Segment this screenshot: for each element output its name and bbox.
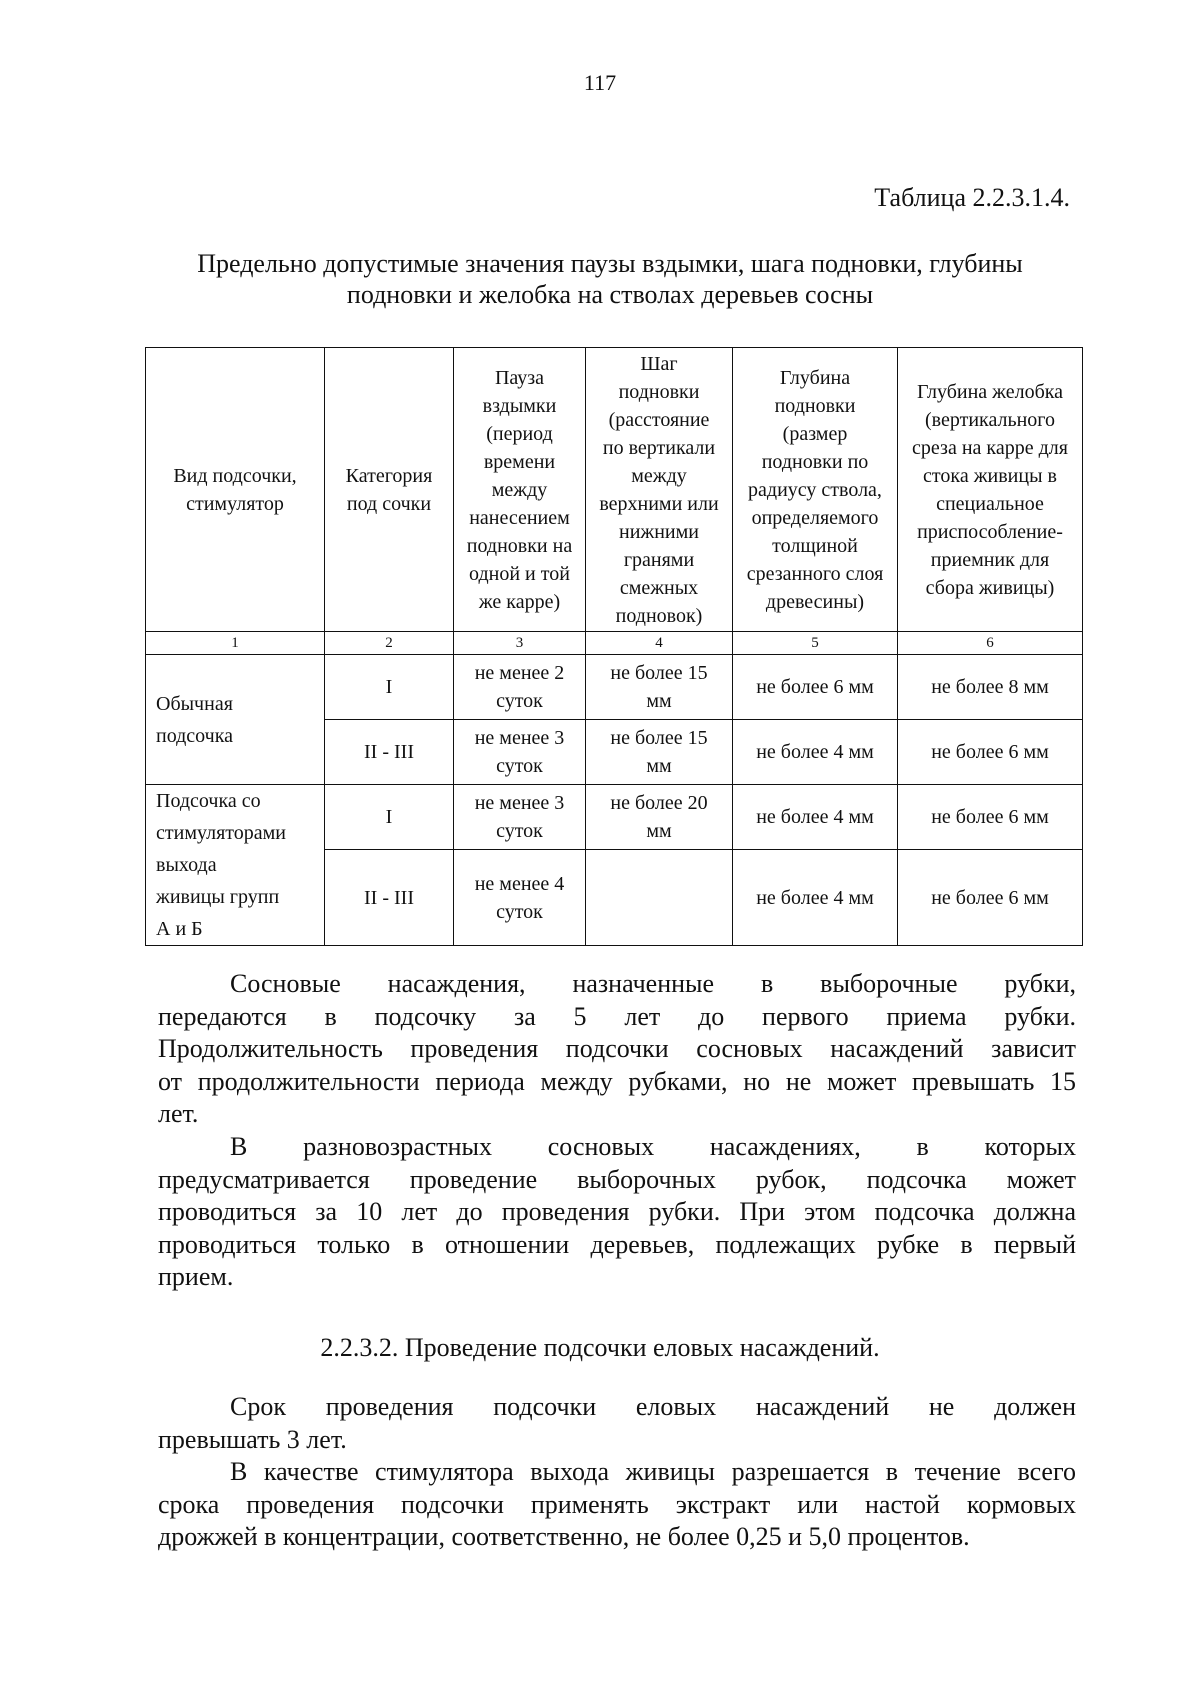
pause-cell: не менее 3 суток [454, 785, 586, 850]
paragraph-line: дрожжей в концентрации, соответственно, не более 0,25 и 5,0 процентов. [158, 1522, 970, 1551]
category-cell: II - III [325, 720, 454, 785]
step-cell [586, 850, 733, 946]
section-heading: 2.2.3.2. Проведение подсочки еловых насаждений. [320, 1333, 880, 1362]
paragraph-line: В качестве стимулятора выхода живицы разрешается в течение всего [230, 1457, 1076, 1486]
table-row [146, 785, 1083, 850]
category-cell: I [325, 785, 454, 850]
groove-cell: не более 6 мм [898, 785, 1083, 850]
column-number: 5 [733, 632, 898, 655]
step-cell: не более 15 мм [586, 655, 733, 720]
category-cell: II - III [325, 850, 454, 946]
header-cell: Глубина подновки (размер подновки по радиусу ствола, определяемого толщиной срезанного слоя древесины) [733, 348, 898, 632]
depth-cell: не более 6 мм [733, 655, 898, 720]
page-number: 117 [583, 70, 617, 95]
depth-cell: не более 4 мм [733, 850, 898, 946]
table-label: Таблица 2.2.3.1.4. [874, 183, 1070, 212]
column-number: 2 [325, 632, 454, 655]
paragraph-line: Срок проведения подсочки еловых насаждений не должен [230, 1392, 1076, 1421]
paragraph-line: Сосновые насаждения, назначенные в выборочные рубки, [230, 969, 1076, 998]
header-cell: Глубина желобка (вертикального среза на карре для стока живицы в специальное приспособление- приемник для сбора живицы) [898, 348, 1083, 632]
groove-cell: не более 6 мм [898, 850, 1083, 946]
group-name: Подсочка со стимуляторами выхода живицы групп А и Б [146, 785, 325, 946]
depth-cell: не более 4 мм [733, 720, 898, 785]
table-row [146, 655, 1083, 720]
paragraph-line: срока проведения подсочки применять экстракт или настой кормовых [158, 1489, 1076, 1519]
column-number-row [146, 632, 1083, 655]
paragraph-line: прием. [158, 1262, 234, 1291]
column-number: 1 [146, 632, 325, 655]
paragraph-line: лет. [158, 1099, 199, 1128]
header-cell: Категория под сочки [325, 348, 454, 632]
limits-table [145, 347, 1083, 946]
category-cell: I [325, 655, 454, 720]
group-name: Обычная подсочка [146, 655, 325, 785]
paragraph-line: проводиться только в отношении деревьев, подлежащих рубке в первый [158, 1229, 1076, 1259]
groove-cell: не более 8 мм [898, 655, 1083, 720]
column-number: 6 [898, 632, 1083, 655]
paragraph-1 [158, 968, 1076, 1131]
paragraph-line: проводиться за 10 лет до проведения рубки. При этом подсочка должна [158, 1197, 1076, 1226]
column-number: 3 [454, 632, 586, 655]
header-cell: Шаг подновки (расстояние по вертикали между верхними или нижними гранями смежных подновок) [586, 348, 733, 632]
paragraph-4 [158, 1456, 1076, 1554]
column-number: 4 [586, 632, 733, 655]
groove-cell: не более 6 мм [898, 720, 1083, 785]
step-cell: не более 20 мм [586, 785, 733, 850]
paragraph-line: от продолжительности периода между рубками, но не может превышать 15 [158, 1066, 1076, 1096]
paragraph-line: Продолжительность проведения подсочки сосновых насаждений зависит [158, 1034, 1076, 1063]
pause-cell: не менее 4 суток [454, 850, 586, 946]
paragraph-line: превышать 3 лет. [158, 1424, 347, 1454]
header-cell: Вид подсочки, стимулятор [146, 348, 325, 632]
paragraph-line: передаются в подсочку за 5 лет до первого приема рубки. [158, 1001, 1076, 1031]
table-title: Предельно допустимые значения паузы вздымки, шага подновки, глубины подновки и желобка на стволах деревьев сосны [197, 249, 1023, 309]
paragraph-line: В разновозрастных сосновых насаждениях, в которых [230, 1132, 1076, 1161]
pause-cell: не менее 2 суток [454, 655, 586, 720]
paragraph-line: предусматривается проведение выборочных рубок, подсочка может [158, 1164, 1076, 1194]
paragraph-2 [158, 1131, 1076, 1294]
pause-cell: не менее 3 суток [454, 720, 586, 785]
paragraph-3 [158, 1391, 1076, 1456]
table-header-row [146, 348, 1083, 632]
header-cell: Пауза вздымки (период времени между нанесением подновки на одной и той же карре) [454, 348, 586, 632]
depth-cell: не более 4 мм [733, 785, 898, 850]
step-cell: не более 15 мм [586, 720, 733, 785]
